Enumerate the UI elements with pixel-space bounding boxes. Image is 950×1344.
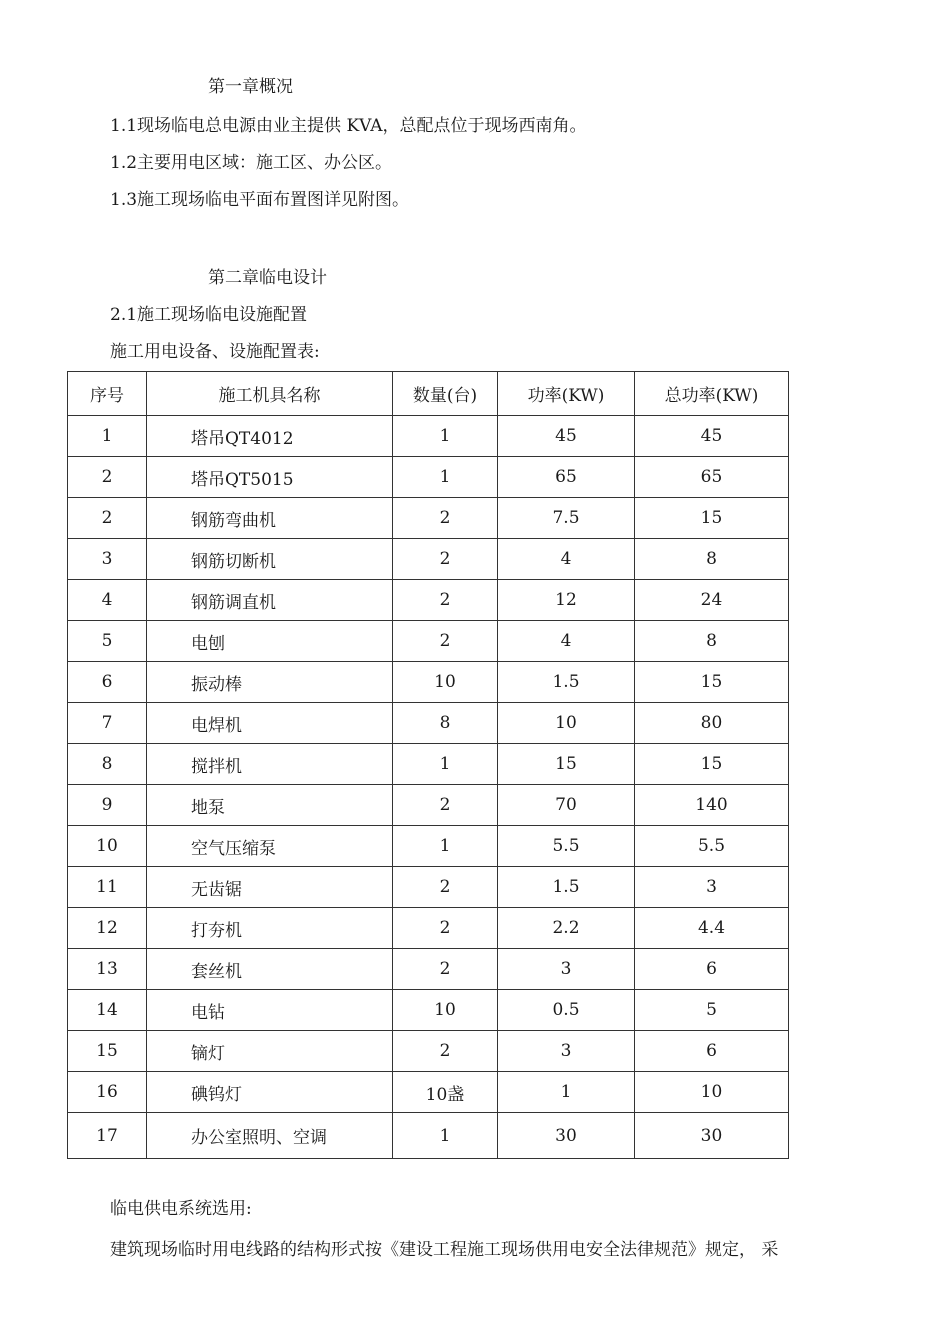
table-row — [68, 990, 789, 1031]
cell-no: 17 — [68, 1113, 147, 1159]
cell-no: 9 — [68, 785, 147, 826]
cell-power: 7.5 — [498, 498, 635, 539]
cell-no: 16 — [68, 1072, 147, 1113]
table-row — [68, 949, 789, 990]
cell-no: 2 — [68, 498, 147, 539]
cell-power: 5.5 — [498, 826, 635, 867]
chapter1-item-2: 1.2主要用电区域：施工区、办公区。 — [110, 153, 393, 173]
cell-no: 4 — [68, 580, 147, 621]
chapter1-item-1: 1.1现场临电总电源由业主提供 KVA，总配点位于现场西南角。 — [110, 116, 587, 136]
cell-qty: 2 — [393, 949, 498, 990]
table-row — [68, 539, 789, 580]
cell-power: 15 — [498, 744, 635, 785]
cell-name: 电焊机 — [147, 703, 393, 744]
table-row — [68, 908, 789, 949]
cell-total: 15 — [635, 498, 789, 539]
cell-qty: 10 — [393, 662, 498, 703]
cell-name: 钢筋切断机 — [147, 539, 393, 580]
cell-qty: 2 — [393, 1031, 498, 1072]
chapter1-item-3: 1.3施工现场临电平面布置图详见附图。 — [110, 190, 410, 210]
cell-total: 8 — [635, 621, 789, 662]
cell-qty: 8 — [393, 703, 498, 744]
supply-heading: 临电供电系统选用: — [110, 1199, 252, 1219]
table-row — [68, 621, 789, 662]
cell-total: 15 — [635, 744, 789, 785]
cell-power: 3 — [498, 1031, 635, 1072]
cell-power: 4 — [498, 621, 635, 662]
cell-name: 碘钨灯 — [147, 1072, 393, 1113]
cell-qty: 1 — [393, 416, 498, 457]
section-title: 2.1施工现场临电设施配置 — [110, 305, 308, 325]
cell-qty: 2 — [393, 580, 498, 621]
cell-name: 钢筋调直机 — [147, 580, 393, 621]
cell-total: 24 — [635, 580, 789, 621]
cell-qty: 2 — [393, 908, 498, 949]
cell-total: 4.4 — [635, 908, 789, 949]
cell-name: 塔吊QT4012 — [147, 416, 393, 457]
table-row — [68, 867, 789, 908]
cell-qty: 2 — [393, 867, 498, 908]
cell-name: 地泵 — [147, 785, 393, 826]
cell-total: 30 — [635, 1113, 789, 1159]
cell-name: 套丝机 — [147, 949, 393, 990]
supply-text: 建筑现场临时用电线路的结构形式按《建设工程施工现场供用电安全法律规范》规定， 采 — [110, 1240, 779, 1260]
cell-no: 7 — [68, 703, 147, 744]
cell-total: 45 — [635, 416, 789, 457]
cell-name: 电钻 — [147, 990, 393, 1031]
cell-qty: 10盏 — [393, 1072, 498, 1113]
table-row — [68, 457, 789, 498]
table-row — [68, 703, 789, 744]
cell-no: 12 — [68, 908, 147, 949]
cell-qty: 2 — [393, 785, 498, 826]
cell-qty: 10 — [393, 990, 498, 1031]
cell-power: 3 — [498, 949, 635, 990]
cell-total: 10 — [635, 1072, 789, 1113]
cell-no: 1 — [68, 416, 147, 457]
cell-qty: 2 — [393, 539, 498, 580]
cell-name: 无齿锯 — [147, 867, 393, 908]
cell-power: 1.5 — [498, 867, 635, 908]
cell-total: 5 — [635, 990, 789, 1031]
table-row — [68, 785, 789, 826]
cell-total: 5.5 — [635, 826, 789, 867]
chapter1-title: 第一章概况 — [208, 77, 293, 97]
cell-power: 4 — [498, 539, 635, 580]
table-row — [68, 662, 789, 703]
cell-no: 5 — [68, 621, 147, 662]
cell-total: 15 — [635, 662, 789, 703]
table-row — [68, 826, 789, 867]
cell-qty: 1 — [393, 457, 498, 498]
cell-power: 10 — [498, 703, 635, 744]
cell-name: 办公室照明、空调 — [147, 1113, 393, 1159]
cell-qty: 1 — [393, 744, 498, 785]
cell-no: 10 — [68, 826, 147, 867]
cell-total: 65 — [635, 457, 789, 498]
cell-power: 1.5 — [498, 662, 635, 703]
table-row — [68, 580, 789, 621]
cell-total: 80 — [635, 703, 789, 744]
header-name: 施工机具名称 — [147, 372, 393, 416]
header-qty: 数量(台) — [393, 372, 498, 416]
table-row — [68, 498, 789, 539]
equipment-table — [67, 371, 789, 1159]
cell-power: 45 — [498, 416, 635, 457]
table-row — [68, 1072, 789, 1113]
cell-power: 0.5 — [498, 990, 635, 1031]
cell-no: 14 — [68, 990, 147, 1031]
cell-no: 13 — [68, 949, 147, 990]
cell-name: 振动棒 — [147, 662, 393, 703]
cell-name: 搅拌机 — [147, 744, 393, 785]
cell-power: 1 — [498, 1072, 635, 1113]
table-row — [68, 416, 789, 457]
cell-power: 12 — [498, 580, 635, 621]
cell-name: 打夯机 — [147, 908, 393, 949]
cell-qty: 1 — [393, 826, 498, 867]
cell-total: 140 — [635, 785, 789, 826]
table-row — [68, 744, 789, 785]
header-no: 序号 — [68, 372, 147, 416]
cell-power: 70 — [498, 785, 635, 826]
cell-power: 65 — [498, 457, 635, 498]
cell-total: 6 — [635, 949, 789, 990]
chapter2-title: 第二章临电设计 — [208, 268, 327, 288]
cell-name: 镝灯 — [147, 1031, 393, 1072]
cell-power: 2.2 — [498, 908, 635, 949]
cell-name: 塔吊QT5015 — [147, 457, 393, 498]
cell-no: 6 — [68, 662, 147, 703]
header-total-power: 总功率(KW) — [635, 372, 789, 416]
header-power: 功率(KW) — [498, 372, 635, 416]
cell-qty: 2 — [393, 498, 498, 539]
cell-name: 钢筋弯曲机 — [147, 498, 393, 539]
cell-total: 8 — [635, 539, 789, 580]
cell-power: 30 — [498, 1113, 635, 1159]
table-header-row — [68, 372, 789, 416]
cell-total: 3 — [635, 867, 789, 908]
table-row — [68, 1113, 789, 1159]
cell-no: 8 — [68, 744, 147, 785]
cell-no: 11 — [68, 867, 147, 908]
cell-qty: 2 — [393, 621, 498, 662]
cell-total: 6 — [635, 1031, 789, 1072]
table-caption: 施工用电设备、设施配置表: — [110, 342, 320, 362]
cell-qty: 1 — [393, 1113, 498, 1159]
cell-no: 2 — [68, 457, 147, 498]
cell-no: 15 — [68, 1031, 147, 1072]
cell-name: 空气压缩泵 — [147, 826, 393, 867]
cell-no: 3 — [68, 539, 147, 580]
table-row — [68, 1031, 789, 1072]
cell-name: 电刨 — [147, 621, 393, 662]
